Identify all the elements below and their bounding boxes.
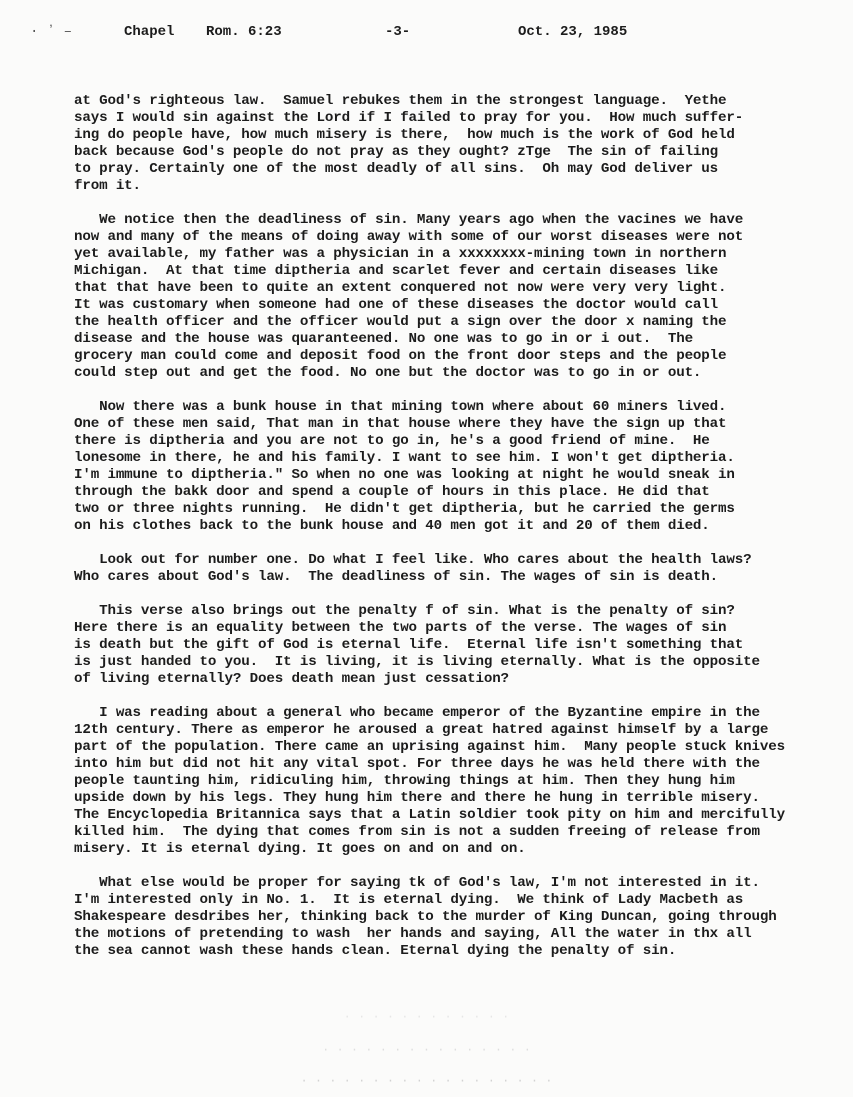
text-line: the health officer and the officer would put a sign over the door x naming the [74,314,727,330]
text-line: could step out and get the food. No one but the doctor was to go in or out. [74,365,702,381]
text-line: lonesome in there, he and his family. I want to see him. I won't get diptheria. [74,450,735,466]
text-line: This verse also brings out the penalty f of sin. What is the penalty of sin? [74,603,735,619]
text-line: Shakespeare desdribes her, thinking back to the murder of King Duncan, going through [74,909,777,925]
paragraph [74,93,814,195]
text-line: I was reading about a general who became emperor of the Byzantine empire in the [74,705,760,721]
text-line: I'm interested only in No. 1. It is eternal dying. We think of Lady Macbeth as [74,892,744,908]
text-line: now and many of the means of doing away with some of our worst diseases were not [74,229,744,245]
text-line: It was customary when someone had one of these diseases the doctor would call [74,297,719,313]
text-line: upside down by his legs. They hung him there and there he hung in terrible misery. [74,790,760,806]
text-line: Now there was a bunk house in that mining town where about 60 miners lived. [74,399,727,415]
text-line: through the bakk door and spend a couple of hours in this place. He did that [74,484,710,500]
paragraph [74,603,814,688]
bleed-through-mark: · · · · · · · · · · · · · · · · · · [300,1074,553,1088]
page-header [0,24,853,44]
text-line: yet available, my father was a physician in a xxxxxxxx-mining town in northern [74,246,727,262]
paragraph [74,705,814,858]
text-line: I'm immune to diptheria." So when no one was looking at night he would sneak in [74,467,735,483]
text-line: Here there is an equality between the two parts of the verse. The wages of sin [74,620,727,636]
text-line: on his clothes back to the bunk house and 40 men got it and 20 of them died. [74,518,710,534]
text-line: Michigan. At that time diptheria and scarlet fever and certain diseases like [74,263,719,279]
text-line: is just handed to you. It is living, it is living eternally. What is the opposite [74,654,760,670]
text-line: Look out for number one. Do what I feel like. Who cares about the health laws? [74,552,752,568]
text-line: at God's righteous law. Samuel rebukes them in the strongest language. Yethe [74,93,727,109]
text-line: that that have been to quite an extent conquered not now were very very light. [74,280,727,296]
text-line: We notice then the deadliness of sin. Many years ago when the vacines we have [74,212,744,228]
text-line: The Encyclopedia Britannica says that a Latin soldier took pity on him and mercifully [74,807,785,823]
text-line: to pray. Certainly one of the most deadly of all sins. Oh may God deliver us [74,161,719,177]
text-line: the motions of pretending to wash her hands and saying, All the water in thx all [74,926,752,942]
header-scripture-reference: Rom. 6:23 [206,24,282,40]
text-line: Who cares about God's law. The deadliness of sin. The wages of sin is death. [74,569,719,585]
text-line: One of these men said, That man in that house where they have the sign up that [74,416,727,432]
text-line: there is diptheria and you are not to go in, he's a good friend of mine. He [74,433,710,449]
text-line: back because God's people do not pray as they ought? zTge The sin of failing [74,144,719,160]
header-chapel: Chapel [124,24,175,40]
text-line: part of the population. There came an uprising against him. Many people stuck knives [74,739,785,755]
header-page-number: -3- [385,24,411,40]
sermon-body [74,93,814,977]
text-line: is death but the gift of God is eternal life. Eternal life isn't something that [74,637,744,653]
text-line: people taunting him, ridiculing him, throwing things at him. Then they hung him [74,773,735,789]
text-line: misery. It is eternal dying. It goes on and on and on. [74,841,526,857]
paragraph [74,212,814,382]
text-line: killed him. The dying that comes from sin is not a sudden freeing of release from [74,824,760,840]
text-line: into him but did not hit any vital spot. For three days he was held there with the [74,756,760,772]
text-line: from it. [74,178,141,194]
text-line: of living eternally? Does death mean just cessation? [74,671,509,687]
bleed-through-mark: · · · · · · · · · · · · · · · [322,1043,531,1057]
text-line: the sea cannot wash these hands clean. Eternal dying the penalty of sin. [74,943,677,959]
text-line: says I would sin against the Lord if I failed to pray for you. How much suffer- [74,110,744,126]
text-line: two or three nights running. He didn't get diptheria, but he carried the germs [74,501,735,517]
text-line: disease and the house was quaranteened. No one was to go in or i out. The [74,331,693,347]
text-line: ing do people have, how much misery is there, how much is the work of God held [74,127,735,143]
text-line: What else would be proper for saying tk of God's law, I'm not interested in it. [74,875,760,891]
header-marks: · ʼ ‒ [30,24,73,40]
paragraph [74,875,814,960]
text-line: grocery man could come and deposit food on the front door steps and the people [74,348,727,364]
text-line: 12th century. There as emperor he aroused a great hatred against himself by a large [74,722,769,738]
paragraph [74,552,814,586]
paragraph [74,399,814,535]
header-date: Oct. 23, 1985 [518,24,628,40]
bleed-through-mark: · · · · · · · · · · · · [343,1010,510,1024]
